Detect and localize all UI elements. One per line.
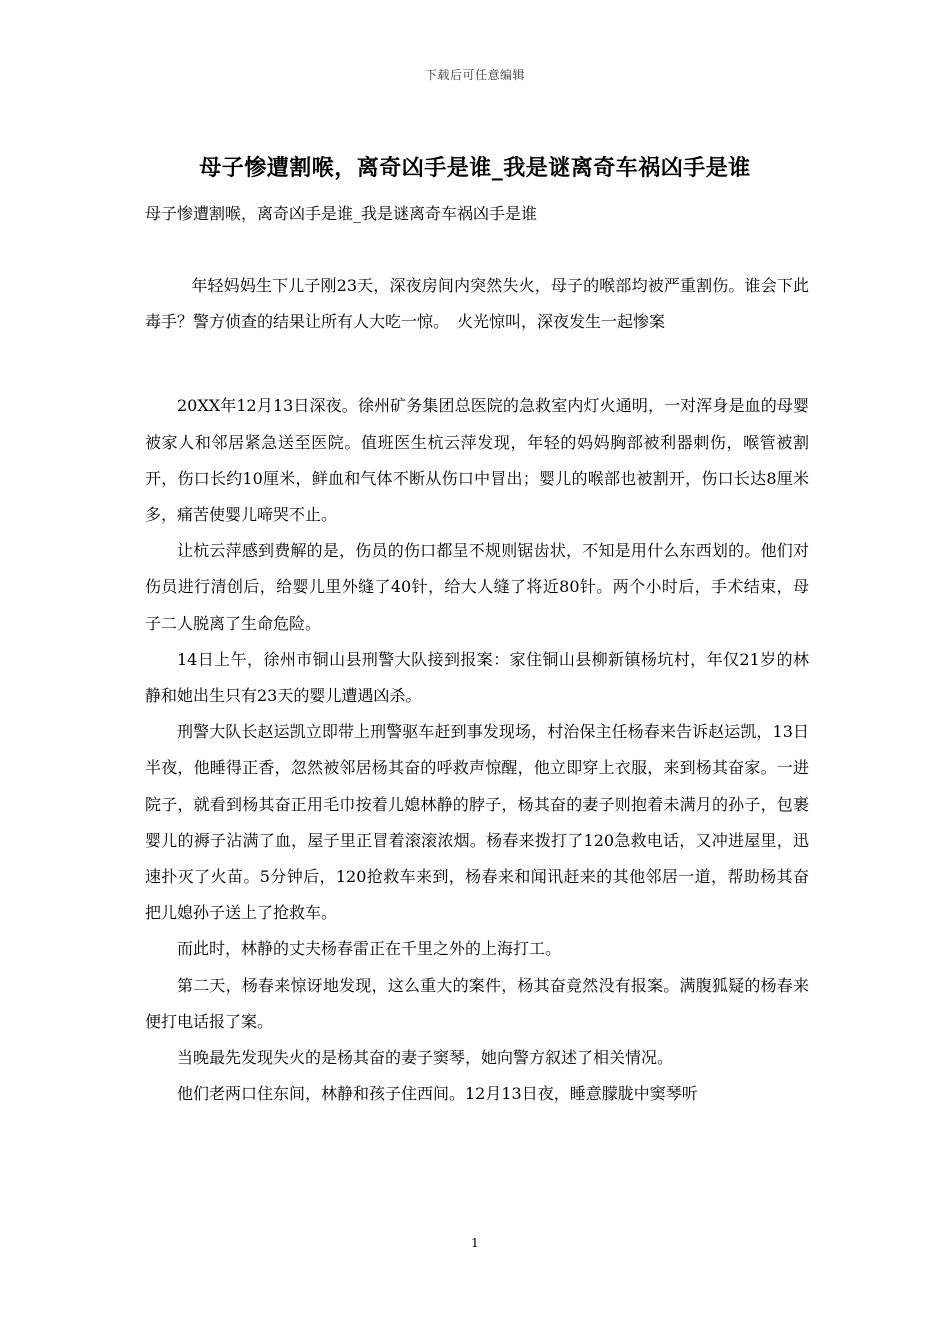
paragraph: 他们老两口住东间，林静和孩子住西间。12月13日夜，睡意朦胧中窦琴听: [177, 1084, 698, 1104]
document-subtitle: 母子惨遭割喉，离奇凶手是谁_我是谜离奇车祸凶手是谁: [145, 204, 538, 223]
paragraph: 让杭云萍感到费解的是，伤员的伤口都呈不规则锯齿状，不知是用什么东西划的。他们对伤员进行清创后，给婴儿里外缝了40针，给大人缝了将近80针。两个小时后，手术结束，母子二人脱离了生命危险。: [145, 541, 809, 633]
paragraph: 第二天，杨春来惊讶地发现，这么重大的案件，杨其奋竟然没有报案。满腹狐疑的杨春来便打电话报了案。: [145, 975, 809, 1031]
page-number: 1: [471, 1236, 479, 1250]
paragraph: 当晚最先发现失火的是杨其奋的妻子窦琴，她向警方叙述了相关情况。: [177, 1048, 674, 1068]
paragraph: 刑警大队长赵运凯立即带上刑警驱车赶到事发现场，村治保主任杨春来告诉赵运凯，13日半夜，他睡得正香，忽然被邻居杨其奋的呼救声惊醒，他立即穿上衣服，来到杨其奋家。一进院子，就看到杨其奋正用毛巾按着儿媳林静的脖子，杨其奋的妻子则抱着未满月的孙子，包裹婴儿的褥子沾满了血，屋子里正冒着滚滚浓烟。杨春来拨打了120急救电话，又冲进屋里，迅速扑灭了火苗。5分钟后，120抢救车来到，杨春来和闻讯赶来的其他邻居一道，帮助杨其奋把儿媳孙子送上了抢救车。: [145, 722, 809, 923]
paragraph: 而此时，林静的丈夫杨春雷正在千里之外的上海打工。: [177, 939, 562, 959]
paragraph: 14日上午，徐州市铜山县刑警大队接到报案：家住铜山县柳新镇杨坑村，年仅21岁的林静和她出生只有23天的婴儿遭遇凶杀。: [145, 649, 809, 706]
document-title: 母子惨遭割喉，离奇凶手是谁_我是谜离奇车祸凶手是谁: [199, 155, 751, 181]
header-note: 下载后可任意编辑: [424, 68, 525, 82]
document-body: [145, 268, 809, 1112]
paragraph: 年轻妈妈生下儿子刚23天，深夜房间内突然失火，母子的喉部均被严重割伤。谁会下此毒手？警方侦查的结果让所有人大吃一惊。 火光惊叫，深夜发生一起惨案: [145, 276, 809, 332]
paragraph: 20XX年12月13日深夜。徐州矿务集团总医院的急救室内灯火通明，一对浑身是血的母婴被家人和邻居紧急送至医院。值班医生杭云萍发现，年轻的妈妈胸部被利器刺伤，喉管被割开，伤口长约10厘米，鲜血和气体不断从伤口中冒出；婴儿的喉部也被割开，伤口长达8厘米多，痛苦使婴儿啼哭不止。: [145, 396, 809, 525]
